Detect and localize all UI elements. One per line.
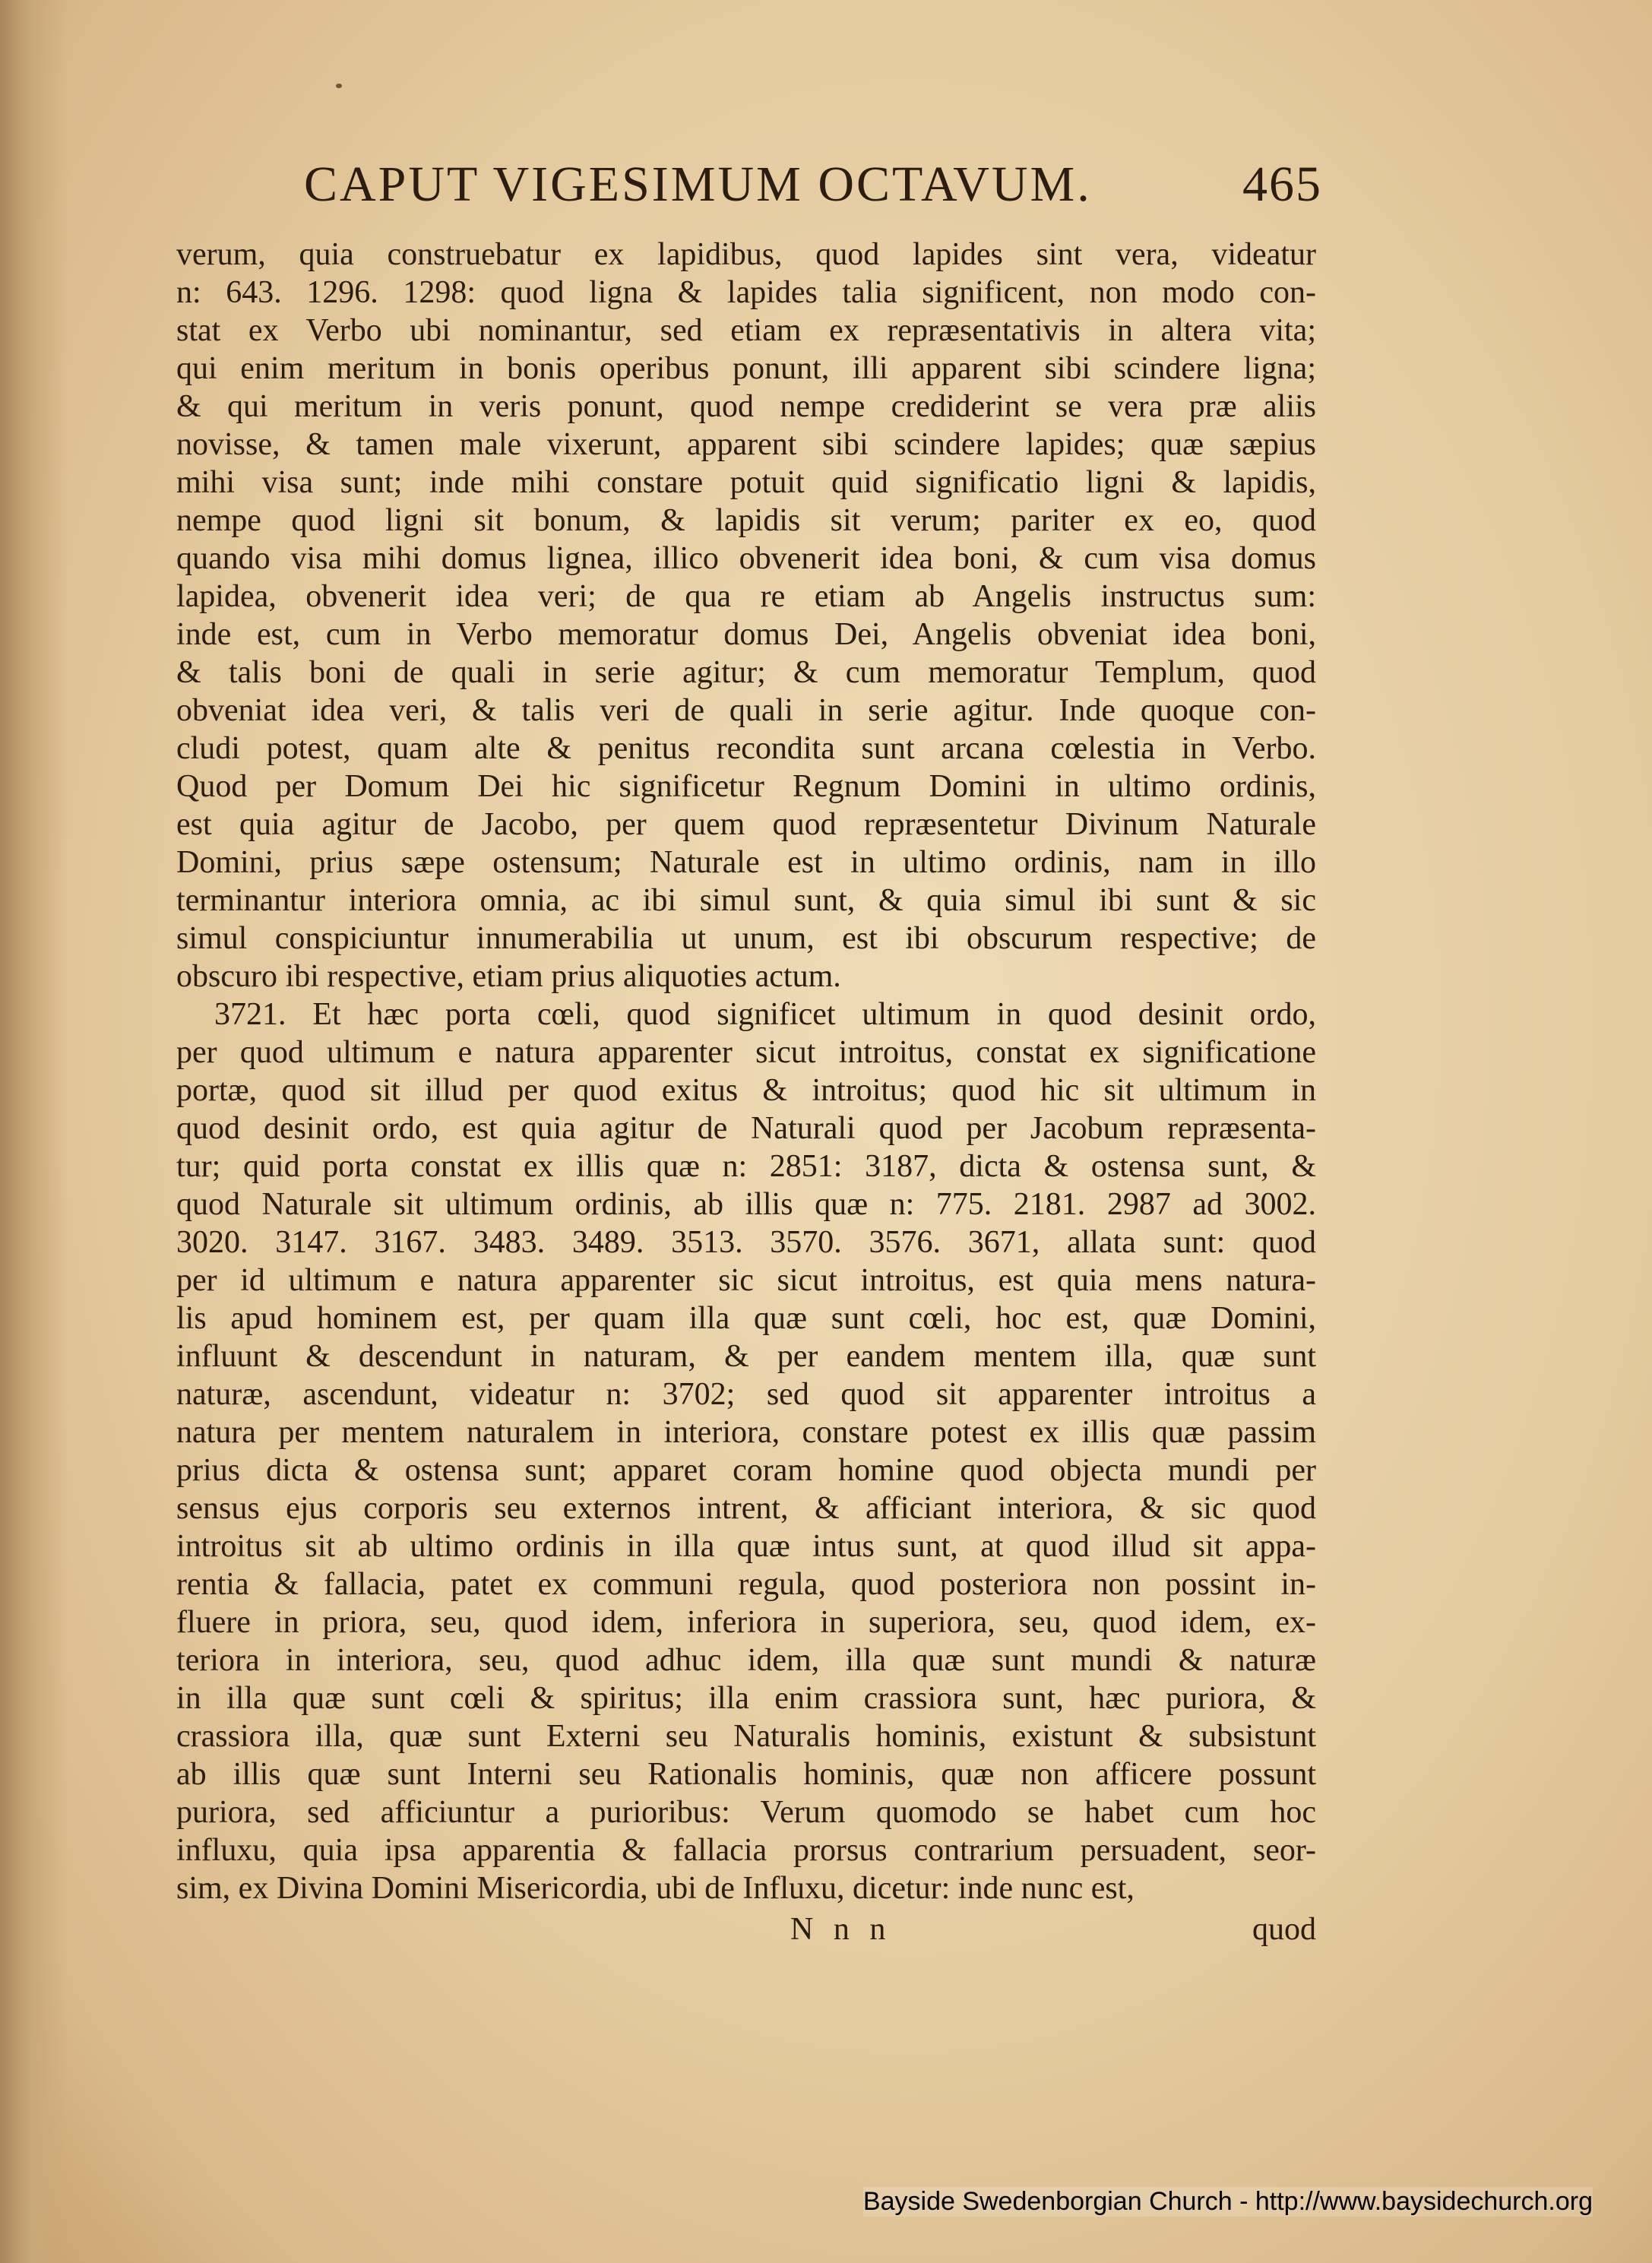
text-line: introitus sit ab ultimo ordinis in illa quæ intus sunt, at quod illud sit appa- [176,1529,1316,1564]
text-line: prius dicta & ostensa sunt; apparet coram homine quod objecta mundi per [176,1453,1316,1488]
text-line: teriora in interiora, seu, quod adhuc idem, illa quæ sunt mundi & naturæ [176,1643,1316,1678]
text-line: lis apud hominem est, per quam illa quæ sunt cœli, hoc est, quæ Domini, [176,1301,1316,1336]
page-header [304,156,1322,224]
text-line: Quod per Domum Dei hic significetur Regnum Domini in ultimo ordinis, [176,769,1316,804]
text-line: novisse, & tamen male vixerunt, apparent sibi scindere lapides; quæ sæpius [176,427,1316,462]
text-line: simul conspiciuntur innumerabilia ut unum, est ibi obscurum respective; de [176,921,1316,956]
text-line: mihi visa sunt; inde mihi constare potuit quid significatio ligni & lapidis, [176,465,1316,500]
text-line: quod Naturale sit ultimum ordinis, ab illis quæ n: 775. 2181. 2987 ad 3002. [176,1187,1316,1222]
text-line: obscuro ibi respective, etiam prius aliquoties actum. [176,959,841,994]
text-line: ab illis quæ sunt Interni seu Rationalis hominis, quæ non afficere possunt [176,1757,1316,1792]
text-line: tur; quid porta constat ex illis quæ n: 2851: 3187, dicta & ostensa sunt, & [176,1149,1316,1184]
text-line: puriora, sed afficiuntur a purioribus: Verum quomodo se habet cum hoc [176,1795,1316,1830]
running-title: CAPUT VIGESIMUM OCTAVUM. [304,157,1092,212]
text-line: fluere in priora, seu, quod idem, inferiora in superiora, seu, quod idem, ex- [176,1605,1316,1640]
text-line: influxu, quia ipsa apparentia & fallacia prorsus contrarium persuadent, seor- [176,1833,1316,1868]
text-line: lapidea, obvenerit idea veri; de qua re etiam ab Angelis instructus sum: [176,579,1316,614]
text-line: 3721. Et hæc porta cœli, quod significet ultimum in quod desinit ordo, [214,997,1316,1032]
text-line: verum, quia construebatur ex lapidibus, quod lapides sint vera, videatur [176,237,1316,272]
text-line: obveniat idea veri, & talis veri de quali in serie agitur. Inde quoque con- [176,693,1316,728]
text-line: n: 643. 1296. 1298: quod ligna & lapides talia significent, non modo con- [176,275,1316,310]
text-line: terminantur interiora omnia, ac ibi simul sunt, & quia simul ibi sunt & sic [176,883,1316,918]
text-line: crassiora illa, quæ sunt Externi seu Naturalis hominis, existunt & subsistunt [176,1719,1316,1754]
text-line: rentia & fallacia, patet ex communi regula, quod posteriora non possint in- [176,1567,1316,1602]
text-line: & qui meritum in veris ponunt, quod nempe crediderint se vera præ aliis [176,389,1316,424]
catchword: quod [1252,1912,1316,1947]
text-line: cludi potest, quam alte & penitus recondita sunt arcana cœlestia in Verbo. [176,731,1316,766]
watermark[interactable]: Bayside Swedenborgian Church - http://www.baysidechurch.org [862,2187,1593,2216]
text-line: sim, ex Divina Domini Misericordia, ubi de Influxu, dicetur: inde nunc est, [176,1871,1135,1906]
text-line: naturæ, ascendunt, videatur n: 3702; sed quod sit apparenter introitus a [176,1377,1316,1412]
text-line: in illa quæ sunt cœli & spiritus; illa enim crassiora sunt, hæc puriora, & [176,1681,1316,1716]
text-line: & talis boni de quali in serie agitur; & cum memoratur Templum, quod [176,655,1316,690]
text-line: Domini, prius sæpe ostensum; Naturale est in ultimo ordinis, nam in illo [176,845,1316,880]
text-line: inde est, cum in Verbo memoratur domus Dei, Angelis obveniat idea boni, [176,617,1316,652]
page-number: 465 [1242,157,1322,212]
text-line: qui enim meritum in bonis operibus ponunt, illi apparent sibi scindere ligna; [176,351,1316,386]
text-line: natura per mentem naturalem in interiora, constare potest ex illis quæ passim [176,1415,1316,1450]
text-line: 3020. 3147. 3167. 3483. 3489. 3513. 3570. 3576. 3671, allata sunt: quod [176,1225,1316,1260]
text-line: quod desinit ordo, est quia agitur de Naturali quod per Jacobum repræsenta- [176,1111,1316,1146]
text-line: per id ultimum e natura apparenter sic sicut introitus, est quia mens natura- [176,1263,1316,1298]
signature-mark: N n n [790,1912,892,1947]
text-line: est quia agitur de Jacobo, per quem quod repræsentetur Divinum Naturale [176,807,1316,842]
text-line: sensus ejus corporis seu externos intrent, & afficiant interiora, & sic quod [176,1491,1316,1526]
body-text [176,236,1316,1907]
text-line: stat ex Verbo ubi nominantur, sed etiam ex repræsentativis in altera vita; [176,313,1316,348]
text-line: nempe quod ligni sit bonum, & lapidis sit verum; pariter ex eo, quod [176,503,1316,538]
text-line: influunt & descendunt in naturam, & per eandem mentem illa, quæ sunt [176,1339,1316,1374]
binding-gutter [0,0,68,2263]
page-footer [176,1911,1316,1949]
paper-speck [336,84,342,88]
text-line: portæ, quod sit illud per quod exitus & introitus; quod hic sit ultimum in [176,1073,1316,1108]
text-line: quando visa mihi domus lignea, illico obvenerit idea boni, & cum visa domus [176,541,1316,576]
text-line: per quod ultimum e natura apparenter sicut introitus, constat ex significatione [176,1035,1316,1070]
